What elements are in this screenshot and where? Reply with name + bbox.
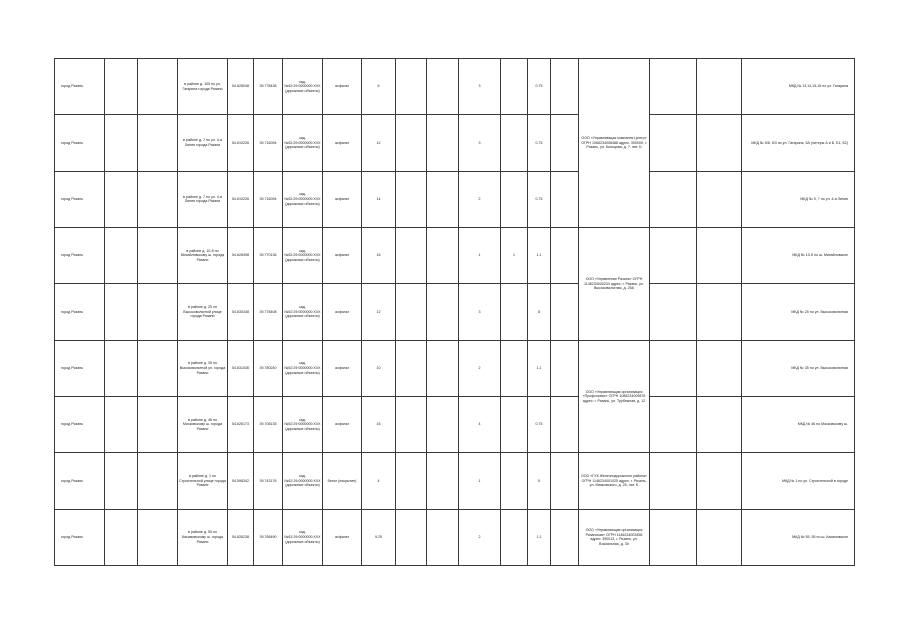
zone-cell: кад.№62:29:0000000:ХХХ (дорожные объекты) xyxy=(283,396,323,452)
zone-cell: кад.№62:29:0000000:ХХХ (дорожные объекты) xyxy=(283,509,323,565)
volume-cell: 5 xyxy=(528,453,551,509)
latitude-cell: 54.628498 xyxy=(228,227,254,283)
extra-count-cell: 1 xyxy=(501,227,528,283)
address-cell: в районе д. 7 по ул. 4-я Линия города Рязани xyxy=(178,171,228,227)
longitude-cell: 39.778408 xyxy=(254,284,283,340)
waste-sources-cell: МКД № 55, 55 по ш. Касимовское xyxy=(742,509,855,565)
city-cell: город Рязань xyxy=(55,340,105,396)
zone-cell: кад.№62:29:0000000:ХХХ (дорожные объекты) xyxy=(283,227,323,283)
zone-cell: кад.№62:29:0000000:ХХХ (дорожные объекты) xyxy=(283,284,323,340)
table-row xyxy=(55,396,855,452)
table-row xyxy=(55,171,855,227)
waste-sources-cell: МКД № 25 по ул. Высоковольтная xyxy=(742,284,855,340)
address-cell: в районе д. 10-б по Михайловскому ш. города Рязани xyxy=(178,227,228,283)
city-cell: город Рязань xyxy=(55,284,105,340)
longitude-cell: 39.780240 xyxy=(254,340,283,396)
latitude-cell: 54.628048 xyxy=(228,59,254,115)
table-row xyxy=(55,453,855,509)
area-cell: 15 xyxy=(362,227,396,283)
volume-cell: 1.1 xyxy=(528,340,551,396)
table-row xyxy=(55,115,855,171)
surface-cell: асфальт xyxy=(323,59,362,115)
area-cell: 6 xyxy=(362,59,396,115)
area-cell: 12 xyxy=(362,115,396,171)
volume-cell: 0.75 xyxy=(528,396,551,452)
containers-cell: 2 xyxy=(459,171,501,227)
waste-sources-cell: МКД № 35 по ул. Высоковольтная xyxy=(742,340,855,396)
waste-sources-cell: МКД № 10-б по ш. Михайловское xyxy=(742,227,855,283)
surface-cell: асфальт xyxy=(323,396,362,452)
table-row xyxy=(55,509,855,565)
waste-sources-cell: МКД № 46 по Московскому ш. xyxy=(742,396,855,452)
longitude-cell: 39.770136 xyxy=(254,227,283,283)
latitude-cell: 54.630348 xyxy=(228,284,254,340)
waste-sources-cell: МКД № 13,14,15,16 по ул. Гагарина xyxy=(742,59,855,115)
surface-cell: асфальт xyxy=(323,171,362,227)
volume-cell: 0.75 xyxy=(528,59,551,115)
address-cell: в районе д. 55 по Касимовскому ш. города Рязани xyxy=(178,509,228,565)
zone-cell: кад.№62:29:0000000:ХХХ (дорожные объекты) xyxy=(283,59,323,115)
zone-cell: кад.№62:29:0000000:ХХХ (дорожные объекты) xyxy=(283,453,323,509)
longitude-cell: 39.778438 xyxy=(254,59,283,115)
area-cell: 9.25 xyxy=(362,509,396,565)
containers-cell: 2 xyxy=(459,340,501,396)
latitude-cell: 54.631036 xyxy=(228,340,254,396)
address-cell: в районе д. 35 по Высоковольтной ул. города Рязани xyxy=(178,340,228,396)
city-cell: город Рязань xyxy=(55,509,105,565)
containers-cell: 3 xyxy=(459,59,501,115)
zone-cell: кад.№62:29:0000000:ХХХ (дорожные объекты) xyxy=(283,171,323,227)
containers-cell: 3 xyxy=(459,284,501,340)
latitude-cell: 54.598342 xyxy=(228,453,254,509)
table-row xyxy=(55,284,855,340)
waste-site-registry-table xyxy=(54,58,855,566)
volume-cell: 8 xyxy=(528,284,551,340)
surface-cell: асфальт xyxy=(323,227,362,283)
address-cell: в районе д. 105 по ул. Гагарина города Рязани xyxy=(178,59,228,115)
latitude-cell: 54.610226 xyxy=(228,171,254,227)
containers-cell: 4 xyxy=(459,396,501,452)
city-cell: город Рязань xyxy=(55,396,105,452)
longitude-cell: 39.716094 xyxy=(254,171,283,227)
owner-cell: ООО «Управление Рязань» ОГРН 1146234000234 адрес: г. Рязань, ул. Высоковольтная, д. 25А xyxy=(579,227,650,340)
city-cell: город Рязань xyxy=(55,453,105,509)
surface-cell: асфальт xyxy=(323,509,362,565)
city-cell: город Рязань xyxy=(55,115,105,171)
surface-cell: асфальт xyxy=(323,284,362,340)
area-cell: 12 xyxy=(362,284,396,340)
city-cell: город Рязань xyxy=(55,227,105,283)
area-cell: 14 xyxy=(362,171,396,227)
owner-cell: ООО «Управляющая организация «Профсервис» ОГРН 1086234009876 адрес: г. Рязань, ул. Трубежная, д. 12 xyxy=(579,340,650,453)
surface-cell: бетон (покрытие) xyxy=(323,453,362,509)
area-cell: 4 xyxy=(362,453,396,509)
longitude-cell: 39.708135 xyxy=(254,396,283,452)
volume-cell: 1.1 xyxy=(528,227,551,283)
table-row xyxy=(55,227,855,283)
longitude-cell: 39.716094 xyxy=(254,115,283,171)
containers-cell: 3 xyxy=(459,115,501,171)
longitude-cell: 39.743176 xyxy=(254,453,283,509)
address-cell: в районе д. 1 по Строительной улице города Рязани xyxy=(178,453,228,509)
longitude-cell: 39.768490 xyxy=(254,509,283,565)
surface-cell: асфальт xyxy=(323,115,362,171)
containers-cell: 1 xyxy=(459,453,501,509)
area-cell: 15 xyxy=(362,396,396,452)
city-cell: город Рязань xyxy=(55,171,105,227)
volume-cell: 0.75 xyxy=(528,171,551,227)
city-cell: город Рязань xyxy=(55,59,105,115)
zone-cell: кад.№62:29:0000000:ХХХ (дорожные объекты) xyxy=(283,340,323,396)
volume-cell: 0.75 xyxy=(528,115,551,171)
latitude-cell: 54.626173 xyxy=(228,396,254,452)
owner-cell: ООО «Управляющая организация Рязанская» ОГРН 1146234003456 адрес: 390013, г. Рязань, ул. Вокзальная, д. 30 xyxy=(579,509,650,565)
owner-cell: ООО «ГУК Железнодорожного района» ОГРН 1146234001025 адрес: г. Рязань, ул. Маяковского, д. 26, лит. Б xyxy=(579,453,650,509)
registry-sheet xyxy=(54,58,854,565)
surface-cell: асфальт xyxy=(323,340,362,396)
containers-cell: 1 xyxy=(459,227,501,283)
volume-cell: 1.1 xyxy=(528,509,551,565)
address-cell: в районе д. 46 по Московскому ш. города Рязани xyxy=(178,396,228,452)
area-cell: 10 xyxy=(362,340,396,396)
address-cell: в районе д. 25 по Высоковольтной улице города Рязани xyxy=(178,284,228,340)
owner-cell: ООО «Управляющая компания Центр» ОГРН 1066234008488 адрес: 390000, г. Рязань, ул. Кольцова, д. 7, лит. Б xyxy=(579,59,650,228)
table-row xyxy=(55,59,855,115)
latitude-cell: 54.610226 xyxy=(228,115,254,171)
zone-cell: кад.№62:29:0000000:ХХХ (дорожные объекты) xyxy=(283,115,323,171)
table-row xyxy=(55,340,855,396)
waste-sources-cell: МКД № 5/8, 5/3 по ул. Гагарина, 5А (литеры А и Б, Б1, Б2) xyxy=(742,115,855,171)
waste-sources-cell: МКД № 5, 7 по ул. 4-я Линия xyxy=(742,171,855,227)
latitude-cell: 54.626238 xyxy=(228,509,254,565)
waste-sources-cell: МКД № 1 по ул. Строительной в городе xyxy=(742,453,855,509)
address-cell: в районе д. 7 по ул. 4-я Линия города Рязани xyxy=(178,115,228,171)
containers-cell: 2 xyxy=(459,509,501,565)
